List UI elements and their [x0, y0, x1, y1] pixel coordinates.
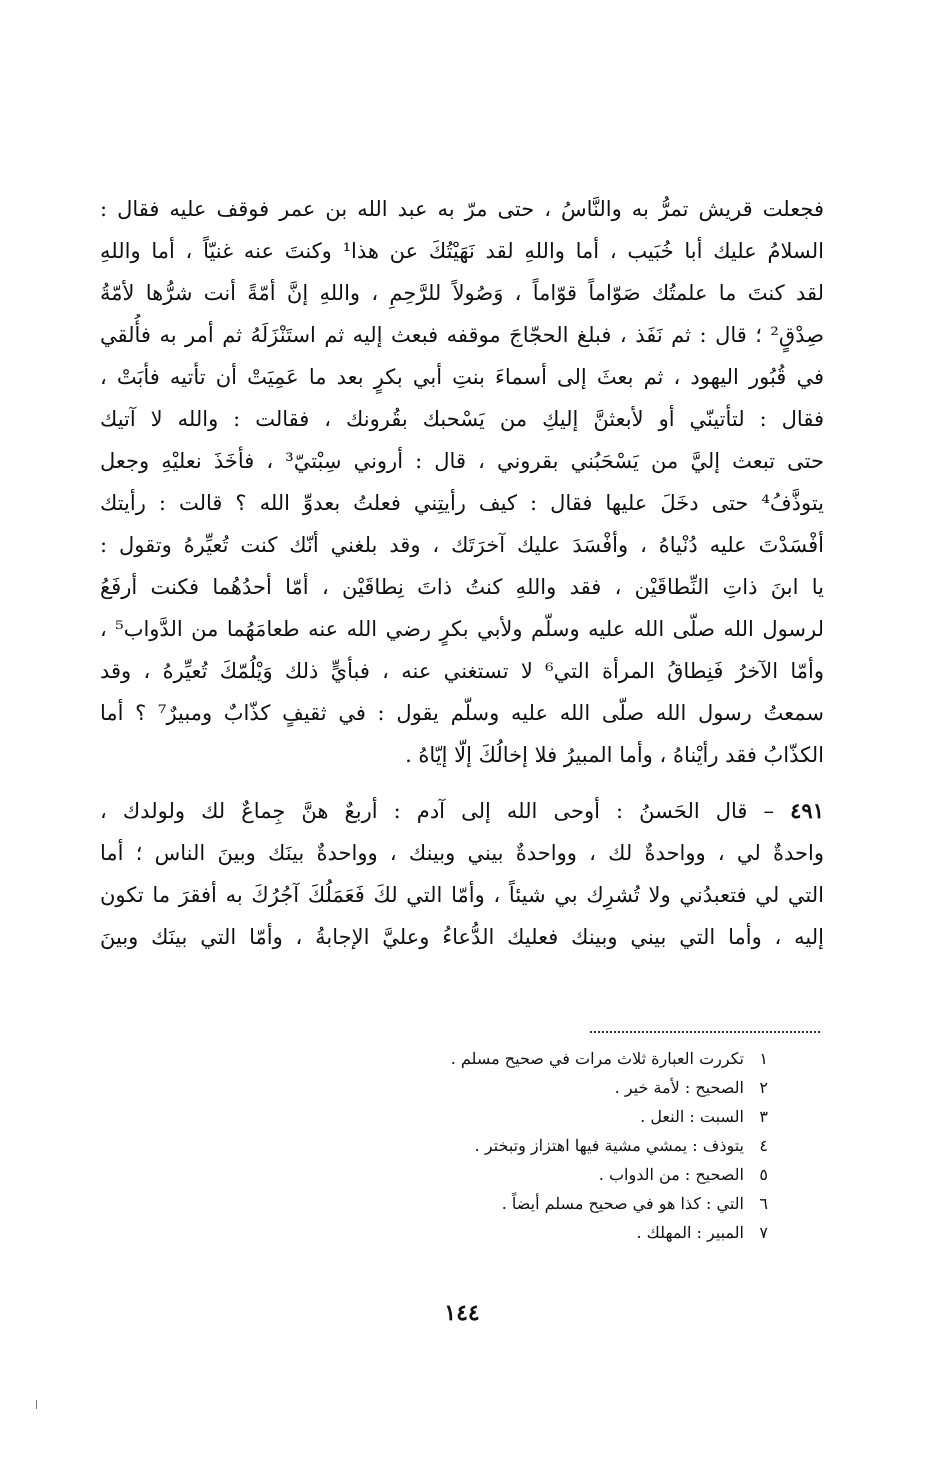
footnote-text: المبير : المهلك .: [636, 1223, 744, 1242]
footnote-text: التي : كذا هو في صحيح مسلم أيضاً .: [501, 1194, 744, 1213]
footnote-number: ٧: [759, 1223, 768, 1242]
footnote: [300, 1073, 768, 1102]
text-line: إليه ، وأما التي بيني وبينك فعليك الدُّعاءُ وعليَّ الإجابةُ ، وأمّا التي بينَك وبينَ: [100, 925, 824, 949]
footnote: [300, 1189, 768, 1218]
text-line: حتى تبعث إليَّ من يَسْحَبُني بقروني ، قال : أروني سِبْتيّ³ ، فأخَذَ نعليْهِ وجعل: [100, 449, 824, 473]
footnote-text: يتوذف : يمشي مشية فيها اهتزاز وتبختر .: [474, 1136, 744, 1155]
text-line: يتوذَّفُ⁴ حتى دخَلَ عليها فقال : كيف رأيتِني فعلتُ بعدوِّ الله ؟ قالت : رأيتك: [100, 491, 824, 515]
footnote-number: ٥: [759, 1165, 768, 1184]
footnote-number: ٢: [759, 1078, 768, 1097]
text-line: فقال : لتأتينّي أو لأبعثنَّ إليكِ من يَسْحبك بقُرونك ، فقالت : والله لا آتيك: [100, 407, 824, 431]
footnote-text: السبت : النعل .: [640, 1107, 744, 1126]
text-line-first-content: – قال الحَسنُ : أوحى الله إلى آدم : أربعٌ هنَّ جِماعٌ لك ولولدك ،: [100, 799, 791, 823]
text-line: يا ابنَ ذاتِ النِّطاقَيْن ، فقد واللهِ كنتُ ذاتَ نِطاقَيْن ، أمّا أحدُهُما فكنت أرفَعُ: [100, 575, 824, 599]
footnote-text: الصحيح : من الدواب .: [598, 1165, 744, 1184]
page-number: ١٤٤: [444, 1300, 480, 1326]
text-line: في قُبُور اليهود ، ثم بعثَ إلى أسماءَ بنتِ أبي بكرٍ بعد ما عَمِيَتْ أن تأتيه فأبَتْ ،: [100, 365, 824, 389]
text-line: الكذّابُ فقد رأيْناهُ ، وأما المبيرُ فلا إخالُكَ إلّا إيّاهُ .: [405, 743, 824, 767]
text-line: وأمّا الآخرُ فَنِطاقُ المرأة التي⁶ لا تستغني عنه ، فبأيٍّ ذلك وَيْلُمّكَ تُعيِّرهُ ، وقد: [100, 659, 824, 683]
footnote: [300, 1044, 768, 1073]
footnote-text: الصحيح : لأمة خير .: [614, 1078, 744, 1097]
footnotes: [300, 1044, 768, 1247]
footnote-number: ٣: [759, 1107, 768, 1126]
footnote: [300, 1160, 768, 1189]
footnote-number: ٦: [759, 1194, 768, 1213]
margin-mark: [36, 1400, 37, 1409]
text-line: أفْسَدْتَ عليه دُنْياهُ ، وأفْسَدَ عليك آخرَتَك ، وقد بلغني أنّك كنت تُعيِّرهُ وتقول :: [100, 533, 824, 557]
footnote-number: ٤: [759, 1136, 768, 1155]
paragraph-1: [100, 188, 824, 776]
footnote: [300, 1131, 768, 1160]
text-line-first: [100, 790, 824, 832]
text-line: التي لي فتعبدُني ولا تُشرِك بي شيئاً ، وأمّا التي لكَ فَعَمَلُكَ آجُرُكَ به أفقرَ ما تكون: [100, 883, 824, 907]
text-line: فجعلت قريش تمرُّ به والنَّاسُ ، حتى مرّ به عبد الله بن عمر فوقف عليه فقال :: [100, 197, 824, 221]
text-line: لقد كنتَ ما علمتُك صَوّاماً قوّاماً ، وَصُولاً للرَّحِمِ ، واللهِ إنَّ أمّةً أنت شرُّها لأمّةُ: [100, 281, 824, 305]
hadith-number: ٤٩١: [790, 798, 824, 823]
footnote-separator: [590, 1031, 820, 1033]
text-line: واحدةٌ لي ، وواحدةٌ لك ، وواحدةٌ بيني وبينك ، وواحدةٌ بينَك وبينَ الناس ؛ أما: [100, 841, 824, 865]
text-line: صِدْقٍ² ؛ قال : ثم نَفَذ ، فبلغ الحجّاجَ موقفه فبعث إليه ثم استَنْزَلَهُ ثم أمر به فأُلقي: [100, 323, 824, 347]
text-line: لرسول الله صلّى الله عليه وسلّم ولأبي بكرٍ رضي الله عنه طعامَهُما من الدَّواب⁵ ،: [100, 617, 824, 641]
footnote: [300, 1218, 768, 1247]
footnote-text: تكررت العبارة ثلاث مرات في صحيح مسلم .: [450, 1049, 744, 1068]
paragraph-2: [100, 790, 824, 958]
footnote: [300, 1102, 768, 1131]
main-text: [100, 188, 824, 958]
text-line: سمعتُ رسول الله صلّى الله عليه وسلّم يقول : في ثقيفٍ كذّابٌ ومبيرٌ⁷ ؟ أما: [100, 701, 824, 725]
footnote-number: ١: [759, 1049, 768, 1068]
text-line: السلامُ عليك أبا خُبَيب ، أما واللهِ لقد نَهَيْتُكَ عن هذا¹ وكنتَ عنه غنيّاً ، أما واللهِ: [100, 239, 824, 263]
